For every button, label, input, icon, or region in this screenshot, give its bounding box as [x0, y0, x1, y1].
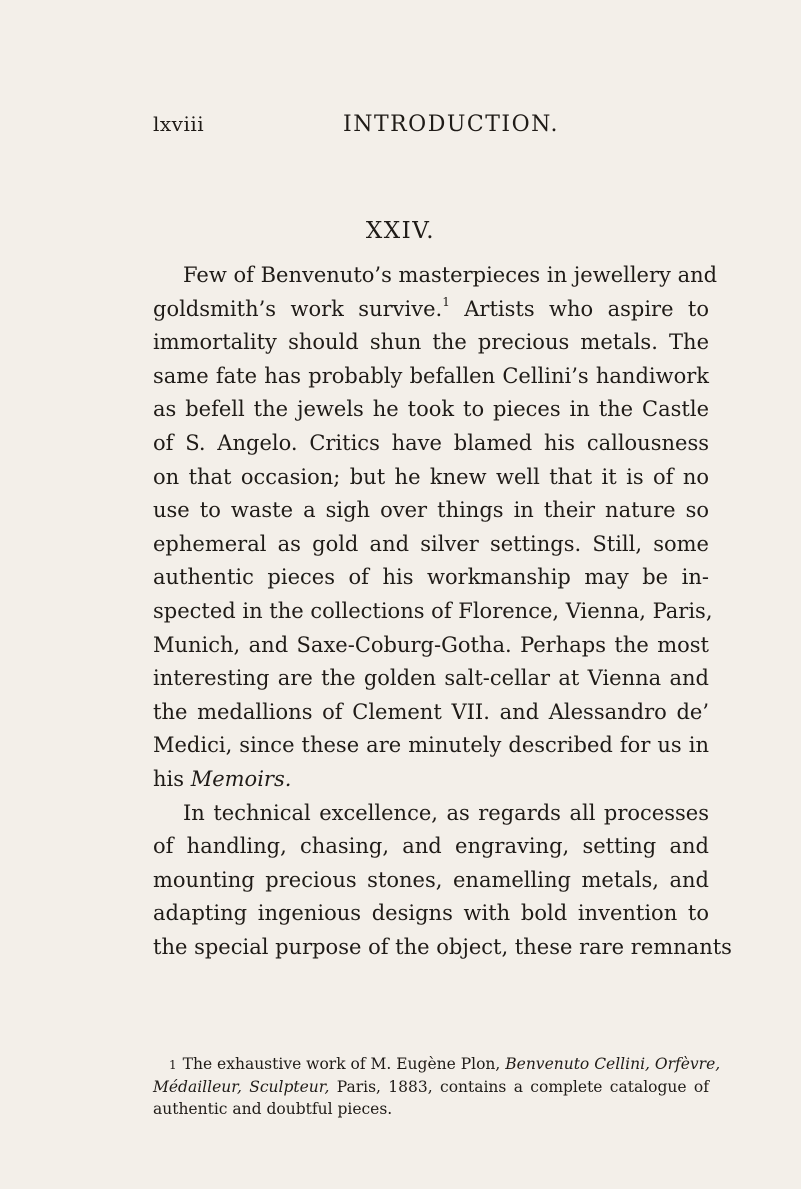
text-line: same fate has probably befallen Cellini’s handiwork — [153, 363, 709, 388]
text-line: the special purpose of the object, these rare remnants — [153, 934, 732, 959]
running-head: INTRODUCTION. — [343, 112, 559, 137]
body-text — [153, 259, 732, 964]
text-line: of S. Angelo. Critics have blamed his callousness — [153, 430, 709, 455]
text-line: on that occasion; but he knew well that it is of no — [153, 464, 709, 489]
footnote-line: authentic and doubtful pieces. — [153, 1100, 393, 1118]
text-line: In technical excellence, as regards all processes — [183, 800, 709, 825]
text-line: authentic pieces of his workmanship may be in- — [153, 565, 709, 590]
footnote-reference: 1 — [442, 294, 450, 309]
text-line: his Memoirs. — [153, 766, 292, 791]
text-line: as befell the jewels he took to pieces in the Castle — [153, 397, 709, 422]
text-line: of handling, chasing, and engraving, setting and — [153, 834, 709, 859]
text-line: Few of Benvenuto’s masterpieces in jewellery and — [183, 263, 718, 287]
page-number: lxviii — [153, 112, 205, 136]
text-line: Munich, and Saxe-Coburg-Gotha. Perhaps the most — [153, 632, 709, 657]
text-line: Medici, since these are minutely described for us in — [153, 733, 709, 758]
text-line: spected in the collections of Florence, Vienna, Paris, — [153, 598, 713, 623]
footnote-line: Médailleur, Sculpteur, Paris, 1883, contains a complete catalogue of — [153, 1077, 709, 1096]
text-line: use to waste a sigh over things in their nature so — [153, 498, 709, 523]
text-line: ephemeral as gold and silver settings. Still, some — [153, 531, 709, 556]
footnote-marker: 1 — [169, 1058, 177, 1072]
text-line: mounting precious stones, enamelling metals, and — [153, 867, 709, 892]
footnote-line: 1 The exhaustive work of M. Eugène Plon, Benvenuto Cellini, Orfèvre, — [169, 1055, 721, 1073]
text-line: the medallions of Clement VII. and Alessandro de’ — [153, 699, 709, 724]
text-line: immortality should shun the precious metals. The — [153, 330, 709, 355]
page-header — [153, 112, 713, 142]
text-line: interesting are the golden salt-cellar at Vienna and — [153, 666, 709, 691]
memoirs-title: Memoirs. — [190, 766, 292, 791]
footnote — [153, 1053, 721, 1121]
text-line: adapting ingenious designs with bold invention to — [153, 901, 709, 926]
text-line: goldsmith’s work survive.$^1$ Artists who aspire to — [153, 294, 710, 321]
section-heading: XXIV. — [365, 218, 436, 244]
